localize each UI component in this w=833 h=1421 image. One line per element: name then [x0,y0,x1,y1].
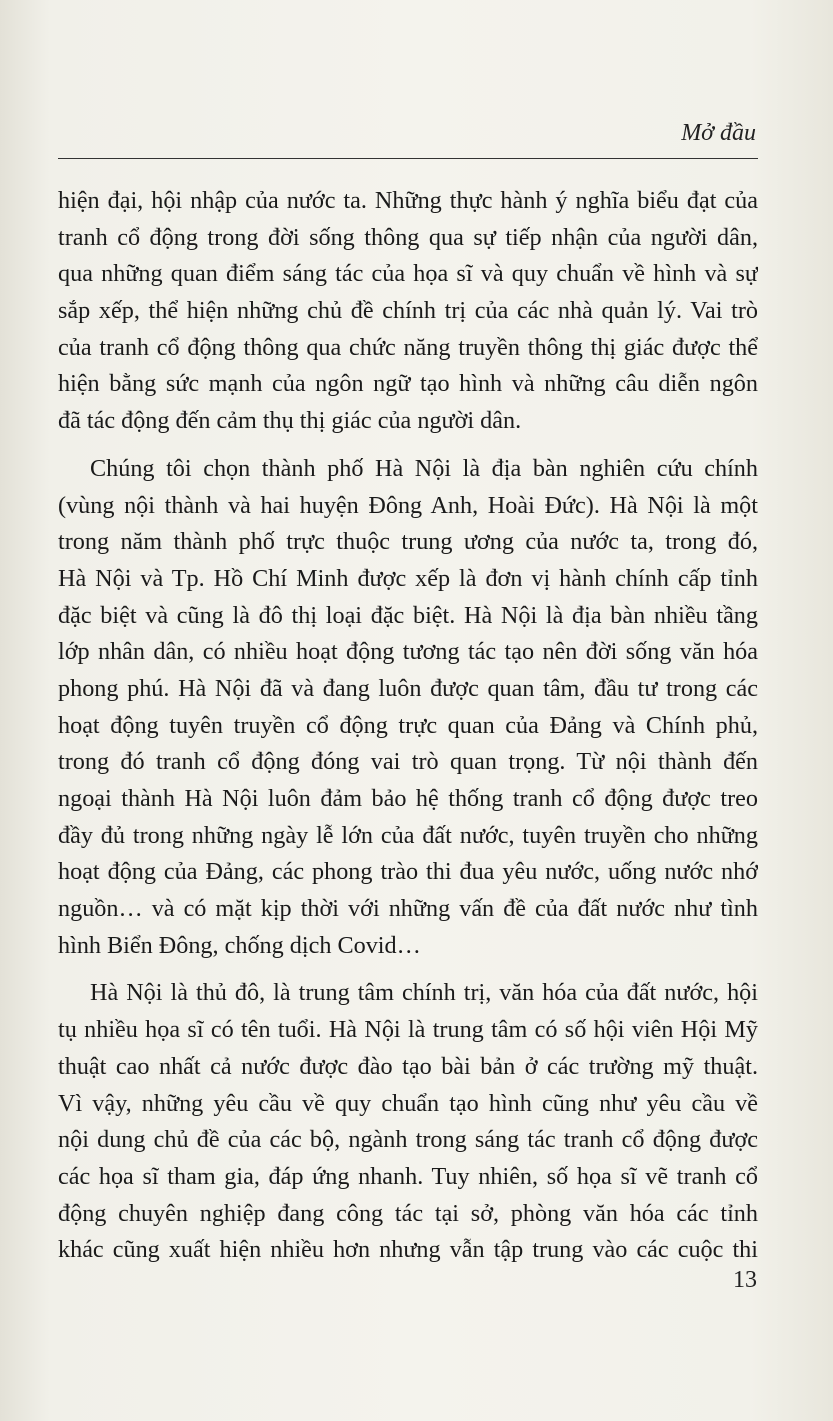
text-line: qua những quan điểm sáng tác của họa sĩ và quy chuẩn về hình và sự [58,260,758,288]
text-line: sắp xếp, thể hiện những chủ đề chính trị của các nhà quản lý. Vai trò [58,297,758,325]
text-line: động chuyên nghiệp đang công tác tại sở, phòng văn hóa các tỉnh [58,1199,758,1227]
text-line: đã tác động đến cảm thụ thị giác của người dân. [58,407,522,435]
text-line: thuật cao nhất cả nước được đào tạo bài bản ở các trường mỹ thuật. [58,1052,758,1080]
text-line: hoạt động của Đảng, các phong trào thi đua yêu nước, uống nước nhớ [58,858,758,886]
text-line: trong đó tranh cổ động đóng vai trò quan trọng. Từ nội thành đến [58,748,758,776]
text-line: tụ nhiều họa sĩ có tên tuổi. Hà Nội là trung tâm có số hội viên Hội Mỹ [58,1016,758,1044]
page-number: 13 [733,1267,757,1293]
text-line: hình Biển Đông, chống dịch Covid… [58,931,421,959]
text-line: các họa sĩ tham gia, đáp ứng nhanh. Tuy nhiên, số họa sĩ vẽ tranh cổ [58,1162,758,1190]
text-line: trong năm thành phố trực thuộc trung ương của nước ta, trong đó, [58,528,758,556]
text-line: Hà Nội và Tp. Hồ Chí Minh được xếp là đơn vị hành chính cấp tỉnh [58,564,758,592]
text-line: Vì vậy, những yêu cầu về quy chuẩn tạo hình cũng như yêu cầu về [58,1089,758,1117]
text-line: phong phú. Hà Nội đã và đang luôn được quan tâm, đầu tư trong các [58,674,758,702]
text-line: lớp nhân dân, có nhiều hoạt động tương tác tạo nên đời sống văn hóa [58,638,758,666]
text-line: Hà Nội là thủ đô, là trung tâm chính trị, văn hóa của đất nước, hội [90,979,758,1007]
text-line: của tranh cổ động thông qua chức năng truyền thông thị giác được thể [58,333,758,361]
body-text [58,183,758,1280]
text-line: (vùng nội thành và hai huyện Đông Anh, Hoài Đức). Hà Nội là một [58,491,758,519]
text-line: hoạt động tuyên truyền cổ động trực quan của Đảng và Chính phủ, [58,711,758,739]
text-line: hiện đại, hội nhập của nước ta. Những thực hành ý nghĩa biểu đạt của [58,187,758,214]
text-line: tranh cổ động trong đời sống thông qua sự tiếp nhận của người dân, [58,223,758,251]
text-line: đầy đủ trong những ngày lễ lớn của đất nước, tuyên truyền cho những [58,821,758,849]
text-line: đặc biệt và cũng là đô thị loại đặc biệt. Hà Nội là địa bàn nhiều tầng [58,601,758,629]
chapter-title: Mở đầu [681,120,756,146]
text-line: ngoại thành Hà Nội luôn đảm bảo hệ thống tranh cổ động được treo [58,785,758,812]
running-header [58,112,758,159]
paragraph-3 [58,975,758,1269]
paragraph-1 [58,183,758,440]
text-line: Chúng tôi chọn thành phố Hà Nội là địa bàn nghiên cứu chính [90,454,758,482]
text-line: hiện bằng sức mạnh của ngôn ngữ tạo hình và những câu diễn ngôn [58,370,758,398]
paragraph-2 [58,451,758,965]
text-line: khác cũng xuất hiện nhiều hơn nhưng vẫn tập trung vào các cuộc thi [58,1236,758,1264]
text-line: nội dung chủ đề của các bộ, ngành trong sáng tác tranh cổ động được [58,1126,758,1154]
text-line: nguồn… và có mặt kịp thời với những vấn đề của đất nước như tình [58,895,758,923]
